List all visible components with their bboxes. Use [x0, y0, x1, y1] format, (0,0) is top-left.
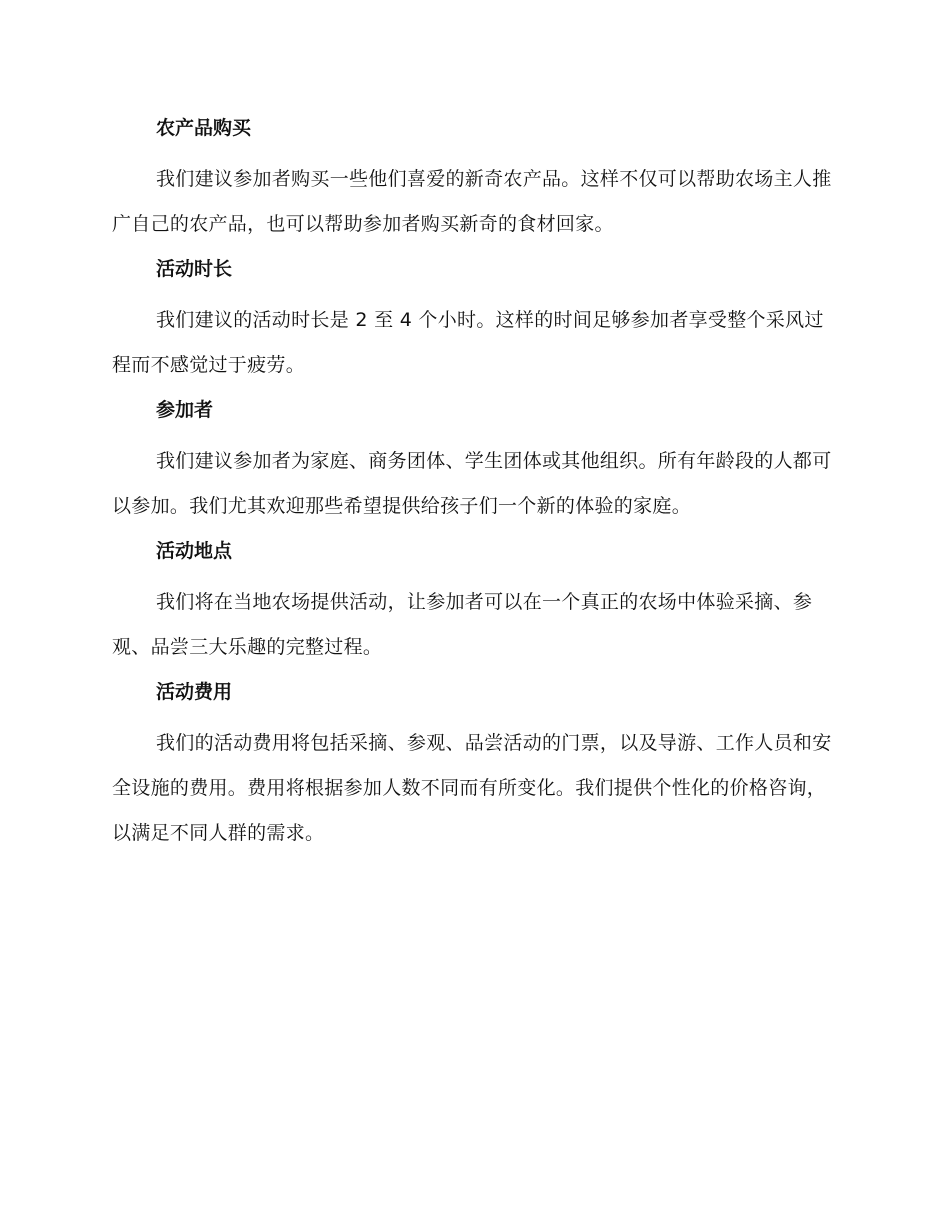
section-participants — [112, 394, 832, 529]
section-heading: 参加者 — [156, 399, 214, 421]
document-page — [112, 112, 832, 862]
section-paragraph: 我们建议参加者为家庭、商务团体、学生团体或其他组织。所有年龄段的人都可以参加。我们尤其欢迎那些希望提供给孩子们一个新的体验的家庭。 — [112, 450, 832, 517]
section-paragraph: 我们建议参加者购买一些他们喜爱的新奇农产品。这样不仅可以帮助农场主人推广自己的农产品，也可以帮助参加者购买新奇的食材回家。 — [112, 168, 832, 235]
section-paragraph: 我们的活动费用将包括采摘、参观、品尝活动的门票，以及导游、工作人员和安全设施的费用。费用将根据参加人数不同而有所变化。我们提供个性化的价格咨询，以满足不同人群的需求。 — [112, 732, 832, 844]
section-location — [112, 535, 832, 670]
section-produce-purchase — [112, 112, 832, 247]
section-heading: 活动地点 — [156, 540, 233, 562]
section-heading: 活动时长 — [156, 258, 233, 280]
section-heading: 农产品购买 — [156, 117, 252, 139]
section-paragraph: 我们将在当地农场提供活动，让参加者可以在一个真正的农场中体验采摘、参观、品尝三大乐趣的完整过程。 — [112, 591, 813, 658]
section-duration — [112, 253, 832, 388]
section-heading: 活动费用 — [156, 681, 233, 703]
section-paragraph: 我们建议的活动时长是 2 至 4 个小时。这样的时间足够参加者享受整个采风过程而不感觉过于疲劳。 — [112, 309, 824, 376]
section-cost — [112, 676, 832, 856]
